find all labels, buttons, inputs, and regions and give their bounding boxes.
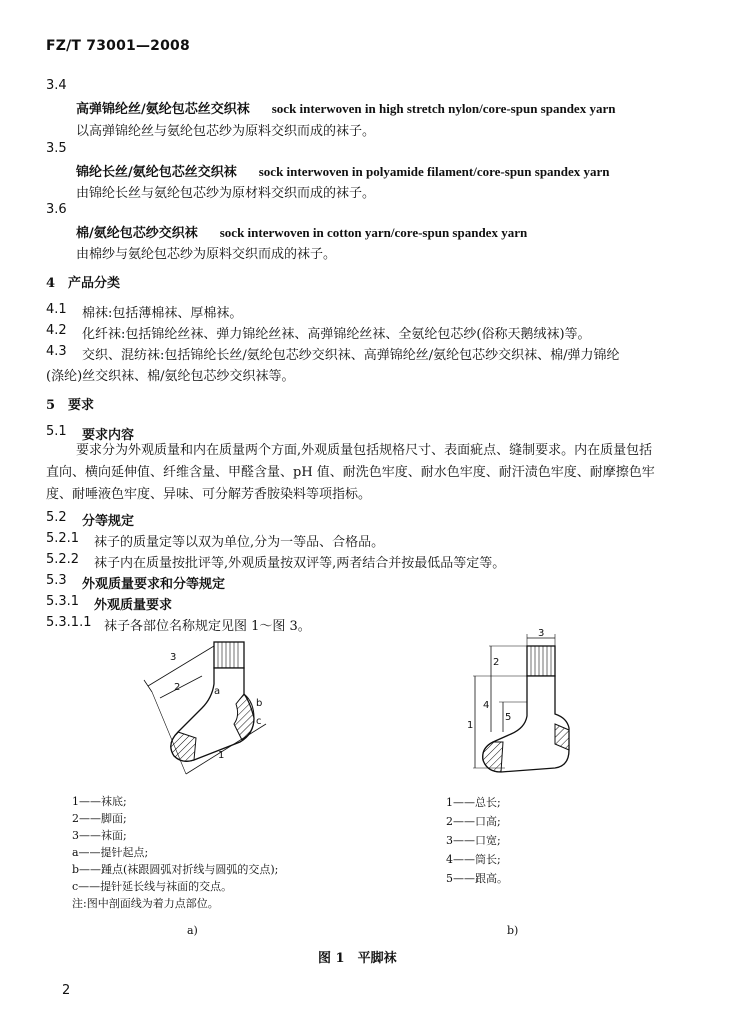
sock-diagram-a bbox=[130, 632, 280, 792]
fig-a-label-3: 3 bbox=[170, 652, 177, 663]
item-4-3-line1: 交织、混纺袜:包括锦纶长丝/氨纶包芯纱交织袜、高弹锦纶丝/氨纶包芯纱交织袜、棉/弹力锦纶 bbox=[82, 348, 620, 363]
item-4-2: 化纤袜:包括锦纶丝袜、弹力锦纶丝袜、高弹锦纶丝袜、全氨纶包芯纱(俗称天鹅绒袜)等。 bbox=[82, 327, 591, 342]
section-3-4-number: 3.4 bbox=[46, 78, 67, 93]
legend-b-item: 1——总长; bbox=[446, 796, 501, 809]
fig-b-label-2: 2 bbox=[493, 657, 500, 668]
term-3-5 bbox=[76, 161, 610, 180]
figure-caption-b: b) bbox=[507, 924, 519, 937]
legend-b-item: 5——跟高。 bbox=[446, 872, 508, 885]
section-5-2-2: 袜子内在质量按批评等,外观质量按双评等,两者结合并按最低品等定等。 bbox=[94, 556, 506, 571]
legend-b-item: 3——口宽; bbox=[446, 834, 501, 847]
fig-a-label-1: 1 bbox=[218, 750, 225, 761]
section-5-2-number: 5.2 bbox=[46, 510, 67, 525]
definition-3-4: 以高弹锦纶丝与氨纶包芯纱为原料交织而成的袜子。 bbox=[76, 124, 376, 139]
term-3-4-cn: 高弹锦纶丝/氨纶包芯丝交织袜 bbox=[76, 102, 250, 117]
item-4-1-number: 4.1 bbox=[46, 302, 67, 317]
section-3-5-number: 3.5 bbox=[46, 141, 67, 156]
section-5-3-title: 外观质量要求和分等规定 bbox=[82, 577, 226, 592]
definition-3-6: 由棉纱与氨纶包芯纱为原料交织而成的袜子。 bbox=[76, 247, 337, 262]
section-4-heading: 4 产品分类 bbox=[46, 276, 121, 291]
legend-a-item: 1——袜底; bbox=[72, 795, 127, 808]
item-4-3-line2: (涤纶)丝交织袜、棉/氨纶包芯纱交织袜等。 bbox=[46, 369, 295, 384]
section-5-1-title: 要求内容 bbox=[82, 428, 135, 443]
term-3-5-cn: 锦纶长丝/氨纶包芯丝交织袜 bbox=[76, 165, 237, 180]
item-4-1: 棉袜:包括薄棉袜、厚棉袜。 bbox=[82, 306, 243, 321]
section-5-3-number: 5.3 bbox=[46, 573, 67, 588]
fig-b-label-1: 1 bbox=[467, 720, 474, 731]
legend-a-note: 注:图中剖面线为着力点部位。 bbox=[72, 897, 219, 910]
term-3-4 bbox=[76, 98, 615, 117]
section-5-2-1: 袜子的质量定等以双为单位,分为一等品、合格品。 bbox=[94, 535, 385, 550]
legend-a-item: b——踵点(袜跟圆弧对折线与圆弧的交点); bbox=[72, 863, 279, 876]
term-3-5-en: sock interwoven in polyamide filament/core-spun spandex yarn bbox=[258, 164, 610, 179]
legend-a-item: 2——脚面; bbox=[72, 812, 127, 825]
legend-a-item: c——提针延长线与袜面的交点。 bbox=[72, 880, 233, 893]
legend-a bbox=[72, 793, 278, 912]
section-5-1-number: 5.1 bbox=[46, 424, 67, 439]
section-3-6-number: 3.6 bbox=[46, 202, 67, 217]
definition-3-5: 由锦纶长丝与氨纶包芯纱为原材料交织而成的袜子。 bbox=[76, 186, 376, 201]
item-4-3-number: 4.3 bbox=[46, 344, 67, 359]
standard-header: FZ/T 73001—2008 bbox=[46, 38, 190, 54]
fig-b-label-5: 5 bbox=[505, 712, 512, 723]
figure-title: 图 1 平脚袜 bbox=[318, 951, 397, 966]
term-3-4-en: sock interwoven in high stretch nylon/core-spun spandex yarn bbox=[271, 101, 616, 116]
section-5-3-1-1: 袜子各部位名称规定见图 1～图 3。 bbox=[104, 619, 311, 634]
legend-a-item: 3——袜面; bbox=[72, 829, 127, 842]
legend-b bbox=[446, 793, 508, 888]
sock-diagram-b bbox=[445, 628, 595, 788]
section-5-3-1-number: 5.3.1 bbox=[46, 594, 80, 609]
section-5-2-1-number: 5.2.1 bbox=[46, 531, 80, 546]
figure-caption-a: a) bbox=[187, 924, 198, 937]
page-number: 2 bbox=[62, 983, 71, 998]
fig-a-label-c: c bbox=[256, 716, 262, 727]
fig-a-label-a: a bbox=[214, 686, 221, 697]
fig-b-label-4: 4 bbox=[483, 700, 490, 711]
term-3-6-cn: 棉/氨纶包芯纱交织袜 bbox=[76, 226, 198, 241]
legend-b-item: 2——口高; bbox=[446, 815, 501, 828]
term-3-6-en: sock interwoven in cotton yarn/core-spun spandex yarn bbox=[219, 225, 528, 240]
legend-b-item: 4——筒长; bbox=[446, 853, 501, 866]
fig-a-label-2: 2 bbox=[174, 682, 181, 693]
section-5-heading: 5 要求 bbox=[46, 398, 95, 413]
term-3-6 bbox=[76, 222, 527, 241]
section-5-1-body: 要求分为外观质量和内在质量两个方面,外观质量包括规格尺寸、表面疵点、缝制要求。内在质量包括直向、横向延伸值、纤维含量、甲醛含量、pH 值、耐洗色牢度、耐水色牢度、耐汗渍色牢度、耐摩擦色牢度、耐唾液色牢度、异味、可分解芳香胺染料等项指标。 bbox=[46, 443, 655, 502]
legend-a-item: a——提针起点; bbox=[72, 846, 149, 859]
item-4-2-number: 4.2 bbox=[46, 323, 67, 338]
section-5-3-1-title: 外观质量要求 bbox=[94, 598, 173, 613]
section-5-2-2-number: 5.2.2 bbox=[46, 552, 80, 567]
section-5-2-title: 分等规定 bbox=[82, 514, 135, 529]
fig-b-label-3: 3 bbox=[538, 628, 545, 639]
fig-a-label-b: b bbox=[256, 698, 263, 709]
section-5-3-1-1-number: 5.3.1.1 bbox=[46, 615, 92, 630]
